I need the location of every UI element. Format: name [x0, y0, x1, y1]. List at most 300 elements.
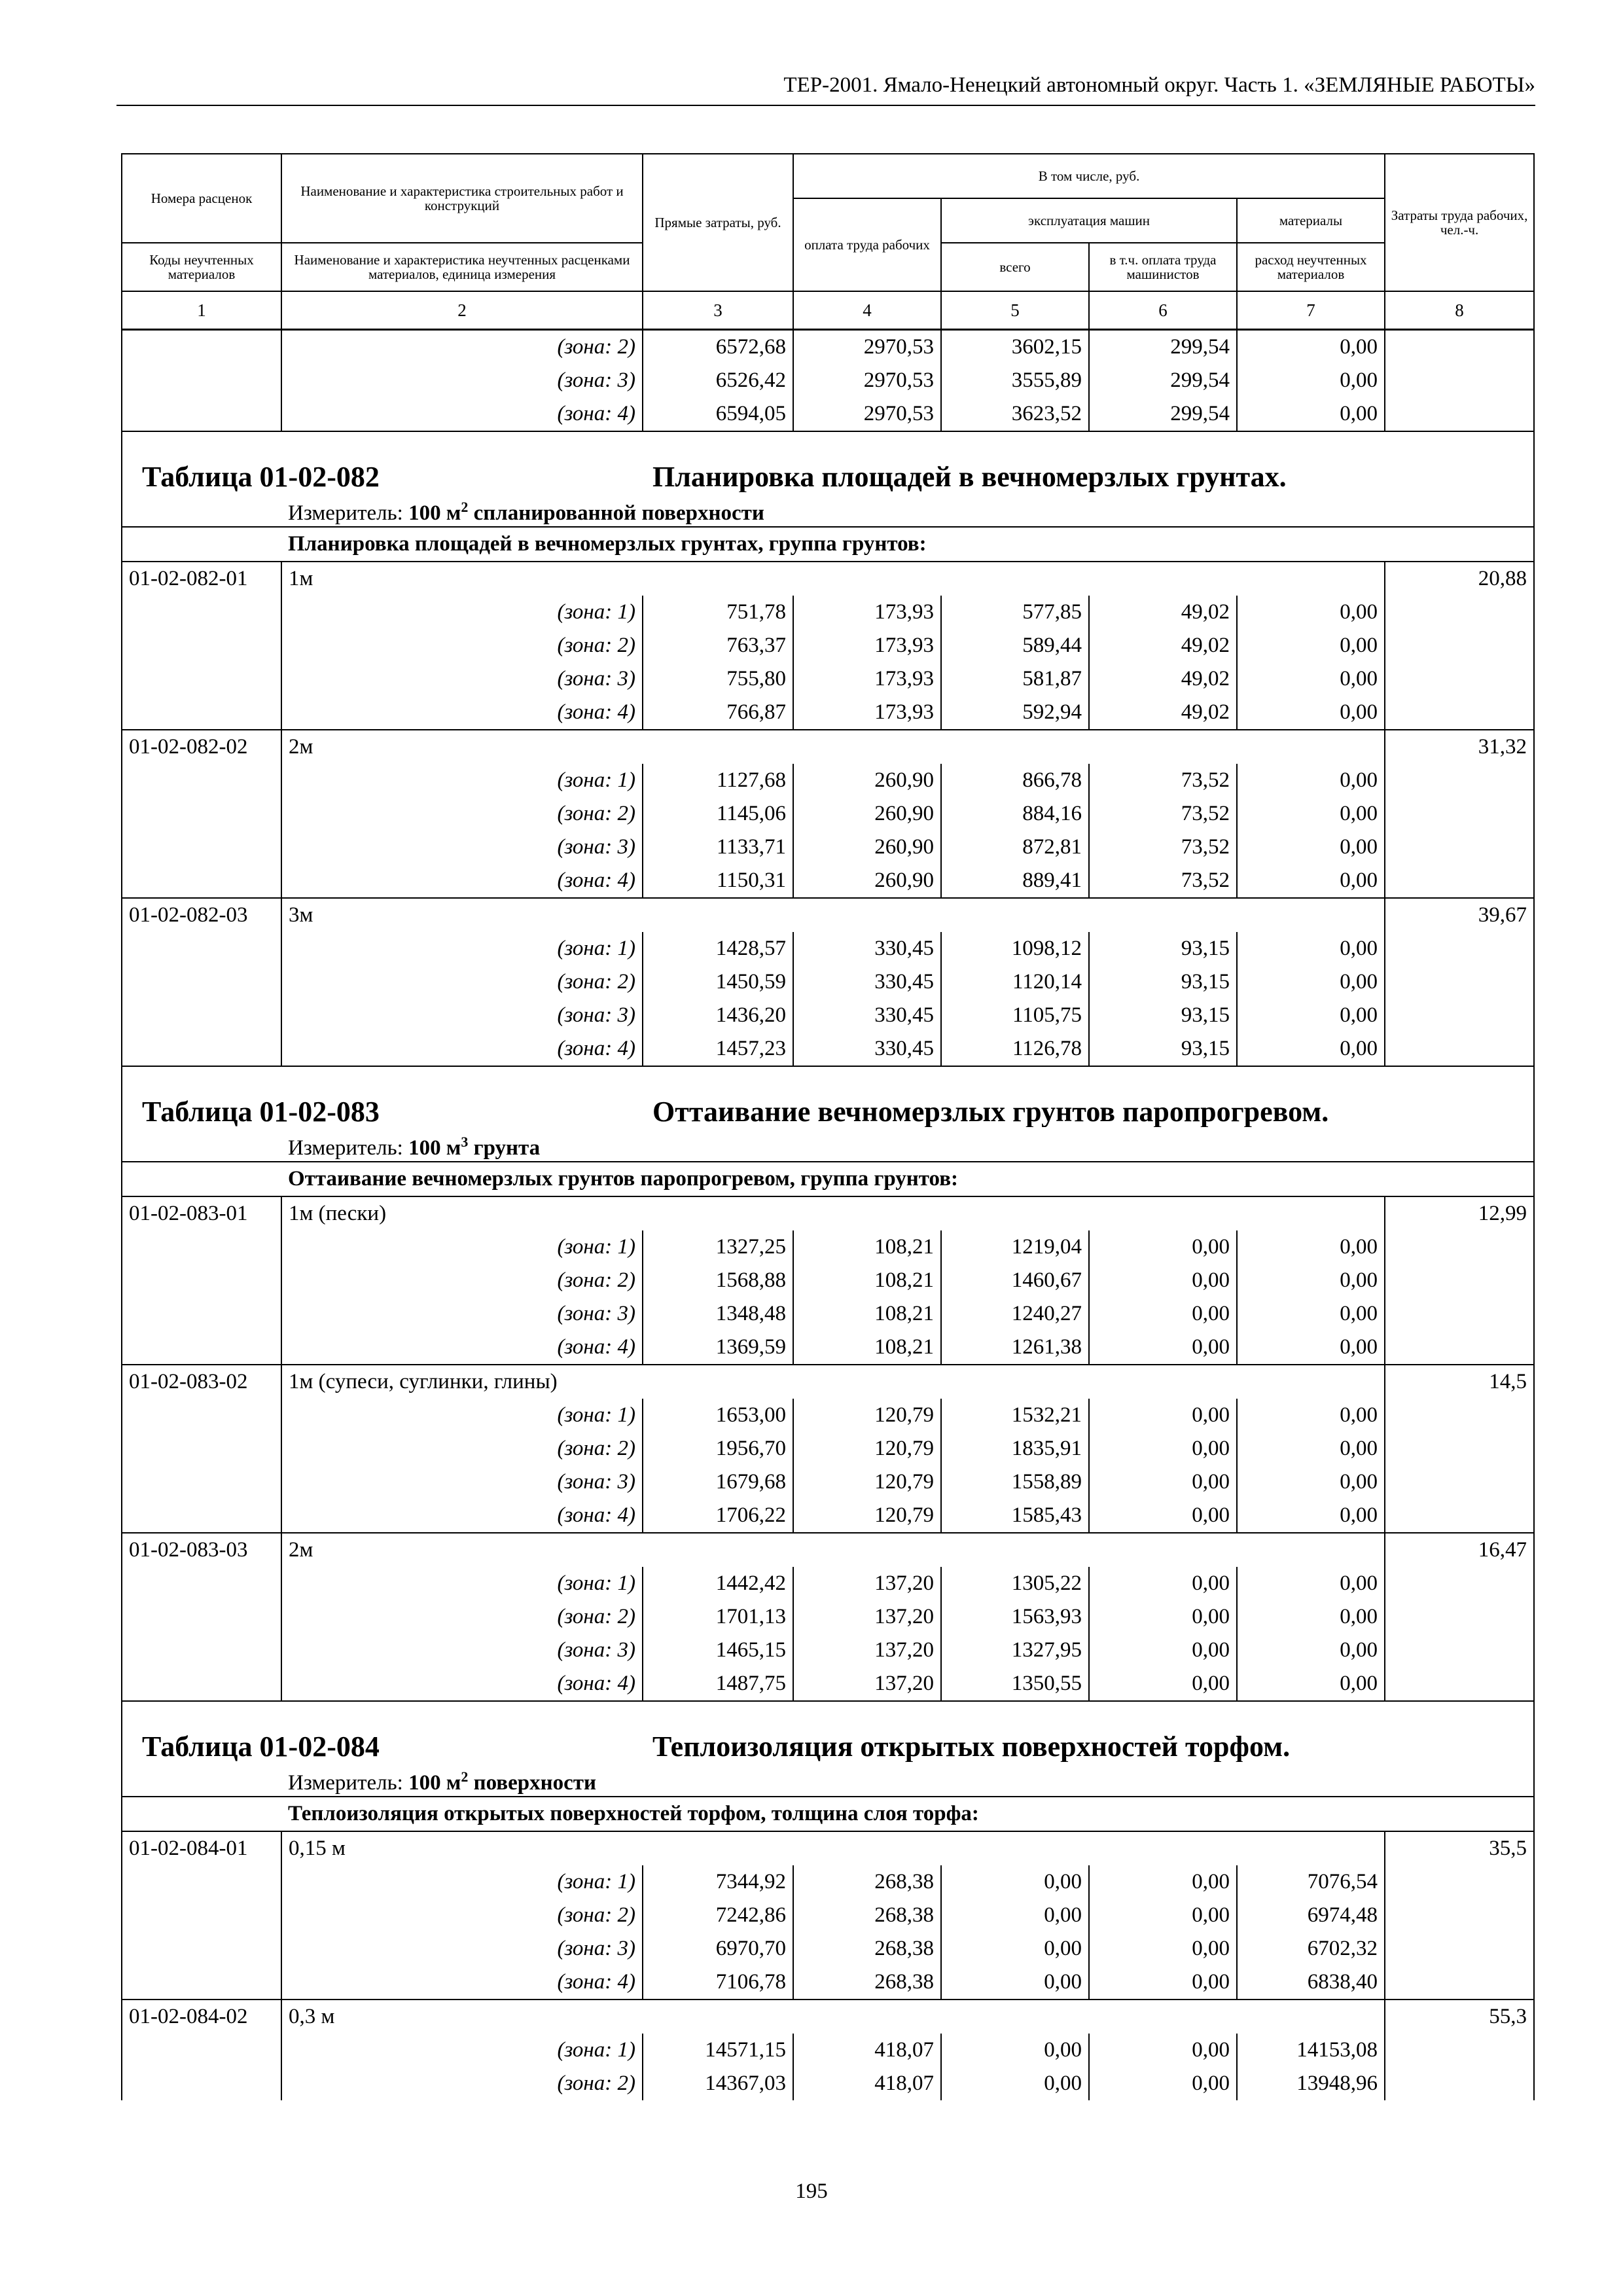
materials-value: 6702,32 [1237, 1932, 1385, 1965]
materials-value: 14153,08 [1237, 2034, 1385, 2067]
labor-costs-cell [1385, 831, 1534, 864]
machines-total-value: 589,44 [941, 629, 1089, 662]
col-including: В том числе, руб. [793, 154, 1385, 198]
rate-item-row [122, 2000, 1534, 2034]
col-number: 4 [793, 291, 941, 330]
zone-row [122, 2067, 1534, 2100]
materials-value: 0,00 [1237, 831, 1385, 864]
meter-label: Измеритель: [288, 501, 403, 526]
direct-costs-value: 1127,68 [643, 764, 793, 797]
materials-value: 0,00 [1237, 1331, 1385, 1365]
rate-code-cell [122, 1932, 281, 1965]
operators-pay-value: 0,00 [1089, 1899, 1237, 1932]
operators-pay-value: 299,54 [1089, 330, 1237, 365]
materials-value: 0,00 [1237, 1634, 1385, 1667]
materials-value: 0,00 [1237, 696, 1385, 730]
zone-label: (зона: 4) [281, 1331, 643, 1365]
zone-row [122, 1634, 1534, 1667]
rate-code-cell [122, 364, 281, 397]
rate-code: 01-02-082-01 [122, 562, 281, 596]
zone-label: (зона: 4) [281, 397, 643, 431]
materials-value: 6838,40 [1237, 1965, 1385, 2000]
rate-code-cell [122, 1667, 281, 1701]
labor-costs-value: 55,3 [1385, 2000, 1534, 2034]
workers-pay-value: 268,38 [793, 1965, 941, 2000]
machines-total-value: 0,00 [941, 1932, 1089, 1965]
rate-code-cell [122, 1264, 281, 1297]
labor-costs-cell [1385, 797, 1534, 831]
rate-name: 1м (супеси, суглинки, глины) [281, 1365, 1385, 1399]
operators-pay-value: 49,02 [1089, 596, 1237, 629]
machines-total-value: 3602,15 [941, 330, 1089, 365]
workers-pay-value: 108,21 [793, 1331, 941, 1365]
zone-row [122, 1865, 1534, 1899]
operators-pay-value: 73,52 [1089, 864, 1237, 898]
operators-pay-value: 0,00 [1089, 1297, 1237, 1331]
workers-pay-value: 173,93 [793, 696, 941, 730]
workers-pay-value: 173,93 [793, 662, 941, 696]
zone-label: (зона: 2) [281, 1432, 643, 1465]
direct-costs-value: 1653,00 [643, 1399, 793, 1432]
workers-pay-value: 2970,53 [793, 397, 941, 431]
labor-costs-cell [1385, 629, 1534, 662]
machines-total-value: 1261,38 [941, 1331, 1089, 1365]
zone-label: (зона: 1) [281, 764, 643, 797]
materials-value: 0,00 [1237, 1600, 1385, 1634]
labor-costs-cell [1385, 696, 1534, 730]
machines-total-value: 0,00 [941, 1965, 1089, 2000]
running-header: ТЕР-2001. Ямало-Ненецкий автономный округ. Часть 1. «ЗЕМЛЯНЫЕ РАБОТЫ» [783, 73, 1535, 97]
col-unaccounted-materials: расход неучтенных материалов [1237, 243, 1385, 291]
labor-costs-cell [1385, 1032, 1534, 1066]
direct-costs-value: 1701,13 [643, 1600, 793, 1634]
operators-pay-value: 0,00 [1089, 1634, 1237, 1667]
labor-costs-cell [1385, 596, 1534, 629]
materials-value: 0,00 [1237, 864, 1385, 898]
zone-row [122, 1932, 1534, 1965]
direct-costs-value: 766,87 [643, 696, 793, 730]
machines-total-value: 1305,22 [941, 1567, 1089, 1600]
labor-costs-cell [1385, 2067, 1534, 2100]
workers-pay-value: 260,90 [793, 797, 941, 831]
table-spacer [122, 1701, 1534, 1721]
table-title [122, 1086, 1534, 1127]
zone-label: (зона: 3) [281, 1932, 643, 1965]
operators-pay-value: 93,15 [1089, 1032, 1237, 1066]
meter-label: Измеритель: [288, 1136, 403, 1160]
direct-costs-value: 755,80 [643, 662, 793, 696]
zone-label: (зона: 1) [281, 1865, 643, 1899]
zone-label: (зона: 4) [281, 1032, 643, 1066]
rate-name: 0,15 м [281, 1831, 1385, 1865]
rate-code-cell [122, 999, 281, 1032]
materials-value: 13948,96 [1237, 2067, 1385, 2100]
rate-code: 01-02-084-02 [122, 2000, 281, 2034]
materials-value: 0,00 [1237, 1465, 1385, 1499]
meter-unit [281, 1762, 1534, 1797]
workers-pay-value: 120,79 [793, 1399, 941, 1432]
operators-pay-value: 49,02 [1089, 662, 1237, 696]
zone-row [122, 1667, 1534, 1701]
rate-code-cell [122, 1899, 281, 1932]
workers-pay-value: 260,90 [793, 831, 941, 864]
labor-costs-cell [1385, 1297, 1534, 1331]
labor-costs-cell [1385, 764, 1534, 797]
machines-total-value: 1585,43 [941, 1499, 1089, 1533]
materials-value: 0,00 [1237, 1667, 1385, 1701]
zone-row [122, 1297, 1534, 1331]
machines-total-value: 0,00 [941, 1865, 1089, 1899]
col-work-name: Наименование и характеристика строительных работ и конструкций [281, 154, 643, 243]
operators-pay-value: 0,00 [1089, 1932, 1237, 1965]
zone-label: (зона: 4) [281, 1965, 643, 2000]
direct-costs-value: 7242,86 [643, 1899, 793, 1932]
subtitle-left [122, 1162, 281, 1196]
rate-code-cell [122, 2034, 281, 2067]
table-subtitle: Оттаивание вечномерзлых грунтов паропрогревом, группа грунтов: [281, 1162, 1534, 1196]
materials-value: 0,00 [1237, 932, 1385, 965]
direct-costs-value: 1450,59 [643, 965, 793, 999]
operators-pay-value: 299,54 [1089, 364, 1237, 397]
labor-costs-cell [1385, 1432, 1534, 1465]
operators-pay-value: 0,00 [1089, 1865, 1237, 1899]
zone-row [122, 2034, 1534, 2067]
table-number: Таблица 01-02-084 [142, 1730, 380, 1762]
table-spacer [122, 1066, 1534, 1086]
col-material-codes: Коды неучтенных материалов [122, 243, 281, 291]
labor-costs-cell [1385, 1600, 1534, 1634]
operators-pay-value: 49,02 [1089, 696, 1237, 730]
zone-row [122, 864, 1534, 898]
zone-row [122, 999, 1534, 1032]
header-row-1 [122, 154, 1534, 198]
zone-row [122, 1264, 1534, 1297]
operators-pay-value: 0,00 [1089, 1230, 1237, 1264]
materials-value: 0,00 [1237, 662, 1385, 696]
operators-pay-value: 73,52 [1089, 797, 1237, 831]
col-number: 8 [1385, 291, 1534, 330]
workers-pay-value: 418,07 [793, 2067, 941, 2100]
operators-pay-value: 0,00 [1089, 1965, 1237, 2000]
workers-pay-value: 120,79 [793, 1432, 941, 1465]
workers-pay-value: 268,38 [793, 1932, 941, 1965]
rate-item-row [122, 898, 1534, 932]
direct-costs-value: 1145,06 [643, 797, 793, 831]
rate-code-cell [122, 397, 281, 431]
meter-row [122, 1762, 1534, 1797]
labor-costs-cell [1385, 1465, 1534, 1499]
operators-pay-value: 0,00 [1089, 1399, 1237, 1432]
rate-code: 01-02-084-01 [122, 1831, 281, 1865]
machines-total-value: 1563,93 [941, 1600, 1089, 1634]
rate-code-cell [122, 2067, 281, 2100]
zone-row [122, 696, 1534, 730]
meter-value: 100 м [408, 1136, 461, 1160]
labor-costs-cell [1385, 1399, 1534, 1432]
workers-pay-value: 330,45 [793, 932, 941, 965]
labor-costs-value: 14,5 [1385, 1365, 1534, 1399]
zone-label: (зона: 2) [281, 629, 643, 662]
table-title [122, 452, 1534, 492]
col-workers-pay: оплата труда рабочих [793, 198, 941, 291]
materials-value: 0,00 [1237, 764, 1385, 797]
table-subtitle: Теплоизоляция открытых поверхностей торфом, толщина слоя торфа: [281, 1797, 1534, 1831]
zone-row [122, 1499, 1534, 1533]
direct-costs-value: 1327,25 [643, 1230, 793, 1264]
machines-total-value: 0,00 [941, 2067, 1089, 2100]
direct-costs-value: 1428,57 [643, 932, 793, 965]
operators-pay-value: 0,00 [1089, 1667, 1237, 1701]
rate-code-cell [122, 696, 281, 730]
header-rule [116, 105, 1535, 106]
zone-label: (зона: 2) [281, 965, 643, 999]
machines-total-value: 1460,67 [941, 1264, 1089, 1297]
zone-row [122, 797, 1534, 831]
zone-row [122, 932, 1534, 965]
meter-rest: грунта [468, 1136, 541, 1160]
rate-code-cell [122, 965, 281, 999]
zone-label: (зона: 1) [281, 596, 643, 629]
table-heading: Оттаивание вечномерзлых грунтов паропрогревом. [652, 1095, 1329, 1127]
labor-costs-cell [1385, 2034, 1534, 2067]
machines-total-value: 577,85 [941, 596, 1089, 629]
zone-label: (зона: 4) [281, 1499, 643, 1533]
zone-row [122, 1899, 1534, 1932]
machines-total-value: 889,41 [941, 864, 1089, 898]
direct-costs-value: 763,37 [643, 629, 793, 662]
zone-row [122, 831, 1534, 864]
spacer-cell [122, 1066, 1534, 1086]
rate-code-cell [122, 1432, 281, 1465]
materials-value: 0,00 [1237, 397, 1385, 431]
col-total: всего [941, 243, 1089, 291]
workers-pay-value: 2970,53 [793, 330, 941, 365]
meter-label: Измеритель: [288, 1771, 403, 1795]
rate-item-row [122, 1533, 1534, 1567]
direct-costs-value: 6970,70 [643, 1932, 793, 1965]
operators-pay-value: 49,02 [1089, 629, 1237, 662]
operators-pay-value: 0,00 [1089, 1465, 1237, 1499]
workers-pay-value: 120,79 [793, 1465, 941, 1499]
zone-row [122, 764, 1534, 797]
workers-pay-value: 137,20 [793, 1667, 941, 1701]
direct-costs-value: 7106,78 [643, 1965, 793, 2000]
workers-pay-value: 260,90 [793, 764, 941, 797]
col-number: 6 [1089, 291, 1237, 330]
zone-label: (зона: 3) [281, 662, 643, 696]
table-heading: Теплоизоляция открытых поверхностей торфом. [652, 1730, 1291, 1762]
subtitle-row [122, 1797, 1534, 1831]
zone-label: (зона: 1) [281, 1230, 643, 1264]
col-number: 1 [122, 291, 281, 330]
zone-label: (зона: 2) [281, 330, 643, 365]
labor-costs-cell [1385, 965, 1534, 999]
direct-costs-value: 14367,03 [643, 2067, 793, 2100]
rate-name: 3м [281, 898, 1385, 932]
rate-code-cell [122, 662, 281, 696]
machines-total-value: 1327,95 [941, 1634, 1089, 1667]
operators-pay-value: 0,00 [1089, 1499, 1237, 1533]
materials-value: 0,00 [1237, 1230, 1385, 1264]
rate-name: 1м (пески) [281, 1196, 1385, 1230]
zone-row [122, 1465, 1534, 1499]
materials-value: 0,00 [1237, 1032, 1385, 1066]
rate-code-cell [122, 1499, 281, 1533]
table-number: Таблица 01-02-083 [142, 1095, 380, 1127]
workers-pay-value: 108,21 [793, 1297, 941, 1331]
zone-label: (зона: 3) [281, 999, 643, 1032]
workers-pay-value: 330,45 [793, 999, 941, 1032]
labor-costs-cell [1385, 999, 1534, 1032]
rate-code-cell [122, 831, 281, 864]
subtitle-left [122, 1797, 281, 1831]
workers-pay-value: 108,21 [793, 1264, 941, 1297]
materials-value: 0,00 [1237, 1432, 1385, 1465]
spacer-cell [122, 431, 1534, 452]
machines-total-value: 3555,89 [941, 364, 1089, 397]
rate-item-row [122, 1196, 1534, 1230]
zone-row [122, 629, 1534, 662]
zone-label: (зона: 2) [281, 2067, 643, 2100]
machines-total-value: 581,87 [941, 662, 1089, 696]
zone-label: (зона: 2) [281, 1264, 643, 1297]
direct-costs-value: 1436,20 [643, 999, 793, 1032]
rate-item-row [122, 1365, 1534, 1399]
materials-value: 0,00 [1237, 999, 1385, 1032]
subtitle-row [122, 1162, 1534, 1196]
materials-value: 0,00 [1237, 1264, 1385, 1297]
rate-name: 2м [281, 730, 1385, 764]
col-material-names: Наименование и характеристика неучтенных расценками материалов, единица измерения [281, 243, 643, 291]
zone-row [122, 330, 1534, 365]
zone-label: (зона: 4) [281, 864, 643, 898]
rate-code: 01-02-082-02 [122, 730, 281, 764]
operators-pay-value: 0,00 [1089, 1600, 1237, 1634]
labor-costs-cell [1385, 1865, 1534, 1899]
rate-code-cell [122, 1600, 281, 1634]
meter-row [122, 1127, 1534, 1162]
machines-total-value: 1126,78 [941, 1032, 1089, 1066]
operators-pay-value: 73,52 [1089, 831, 1237, 864]
zone-label: (зона: 4) [281, 1667, 643, 1701]
machines-total-value: 872,81 [941, 831, 1089, 864]
meter-sup: 2 [461, 499, 469, 516]
table-title-row [122, 452, 1534, 492]
materials-value: 0,00 [1237, 596, 1385, 629]
workers-pay-value: 173,93 [793, 629, 941, 662]
rate-code-cell [122, 864, 281, 898]
zone-row [122, 1399, 1534, 1432]
materials-value: 0,00 [1237, 797, 1385, 831]
materials-value: 0,00 [1237, 330, 1385, 365]
zone-label: (зона: 1) [281, 2034, 643, 2067]
direct-costs-value: 1457,23 [643, 1032, 793, 1066]
zone-label: (зона: 1) [281, 1399, 643, 1432]
price-table-body [122, 154, 1534, 2100]
labor-costs-value: 31,32 [1385, 730, 1534, 764]
zone-label: (зона: 1) [281, 932, 643, 965]
labor-costs-cell [1385, 1634, 1534, 1667]
zone-label: (зона: 2) [281, 1600, 643, 1634]
zone-label: (зона: 1) [281, 1567, 643, 1600]
col-machine-operation: эксплуатация машин [941, 198, 1237, 243]
direct-costs-value: 1956,70 [643, 1432, 793, 1465]
meter-rest: поверхности [468, 1771, 596, 1795]
zone-row [122, 1032, 1534, 1066]
operators-pay-value: 93,15 [1089, 965, 1237, 999]
rate-name: 2м [281, 1533, 1385, 1567]
machines-total-value: 1558,89 [941, 1465, 1089, 1499]
column-numbers-row [122, 291, 1534, 330]
table-title [122, 1721, 1534, 1762]
rate-code-cell [122, 764, 281, 797]
zone-label: (зона: 4) [281, 696, 643, 730]
rate-code-cell [122, 1865, 281, 1899]
zone-row [122, 596, 1534, 629]
rate-code-cell [122, 1465, 281, 1499]
labor-costs-cell [1385, 397, 1534, 431]
table-subtitle: Планировка площадей в вечномерзлых грунтах, группа грунтов: [281, 527, 1534, 562]
meter-unit [281, 1127, 1534, 1162]
operators-pay-value: 93,15 [1089, 932, 1237, 965]
direct-costs-value: 1133,71 [643, 831, 793, 864]
labor-costs-cell [1385, 1499, 1534, 1533]
labor-costs-cell [1385, 1264, 1534, 1297]
labor-costs-cell [1385, 932, 1534, 965]
meter-value: 100 м [408, 1771, 461, 1795]
subtitle-row [122, 527, 1534, 562]
labor-costs-value: 12,99 [1385, 1196, 1534, 1230]
rate-code: 01-02-083-01 [122, 1196, 281, 1230]
table-title-row [122, 1086, 1534, 1127]
col-direct-costs: Прямые затраты, руб. [643, 154, 793, 291]
direct-costs-value: 1348,48 [643, 1297, 793, 1331]
machines-total-value: 3623,52 [941, 397, 1089, 431]
rate-code-cell [122, 1965, 281, 2000]
zone-row [122, 1600, 1534, 1634]
labor-costs-value: 39,67 [1385, 898, 1534, 932]
rate-code-cell [122, 596, 281, 629]
table-number: Таблица 01-02-082 [142, 460, 380, 492]
rate-name: 0,3 м [281, 2000, 1385, 2034]
workers-pay-value: 108,21 [793, 1230, 941, 1264]
direct-costs-value: 1487,75 [643, 1667, 793, 1701]
meter-unit [281, 492, 1534, 527]
workers-pay-value: 137,20 [793, 1634, 941, 1667]
zone-label: (зона: 3) [281, 1634, 643, 1667]
workers-pay-value: 260,90 [793, 864, 941, 898]
table-title-row [122, 1721, 1534, 1762]
col-number: 3 [643, 291, 793, 330]
operators-pay-value: 0,00 [1089, 2034, 1237, 2067]
zone-row [122, 1331, 1534, 1365]
operators-pay-value: 73,52 [1089, 764, 1237, 797]
labor-costs-cell [1385, 1567, 1534, 1600]
rate-code-cell [122, 1331, 281, 1365]
col-operators-pay: в т.ч. оплата труда машинистов [1089, 243, 1237, 291]
workers-pay-value: 268,38 [793, 1865, 941, 1899]
rate-code-cell [122, 629, 281, 662]
col-rate-numbers: Номера расценок [122, 154, 281, 243]
labor-costs-value: 35,5 [1385, 1831, 1534, 1865]
direct-costs-value: 6526,42 [643, 364, 793, 397]
machines-total-value: 1098,12 [941, 932, 1089, 965]
rate-code-cell [122, 330, 281, 365]
meter-sup: 2 [461, 1768, 469, 1785]
zone-row [122, 364, 1534, 397]
labor-costs-cell [1385, 1965, 1534, 2000]
zone-label: (зона: 3) [281, 831, 643, 864]
